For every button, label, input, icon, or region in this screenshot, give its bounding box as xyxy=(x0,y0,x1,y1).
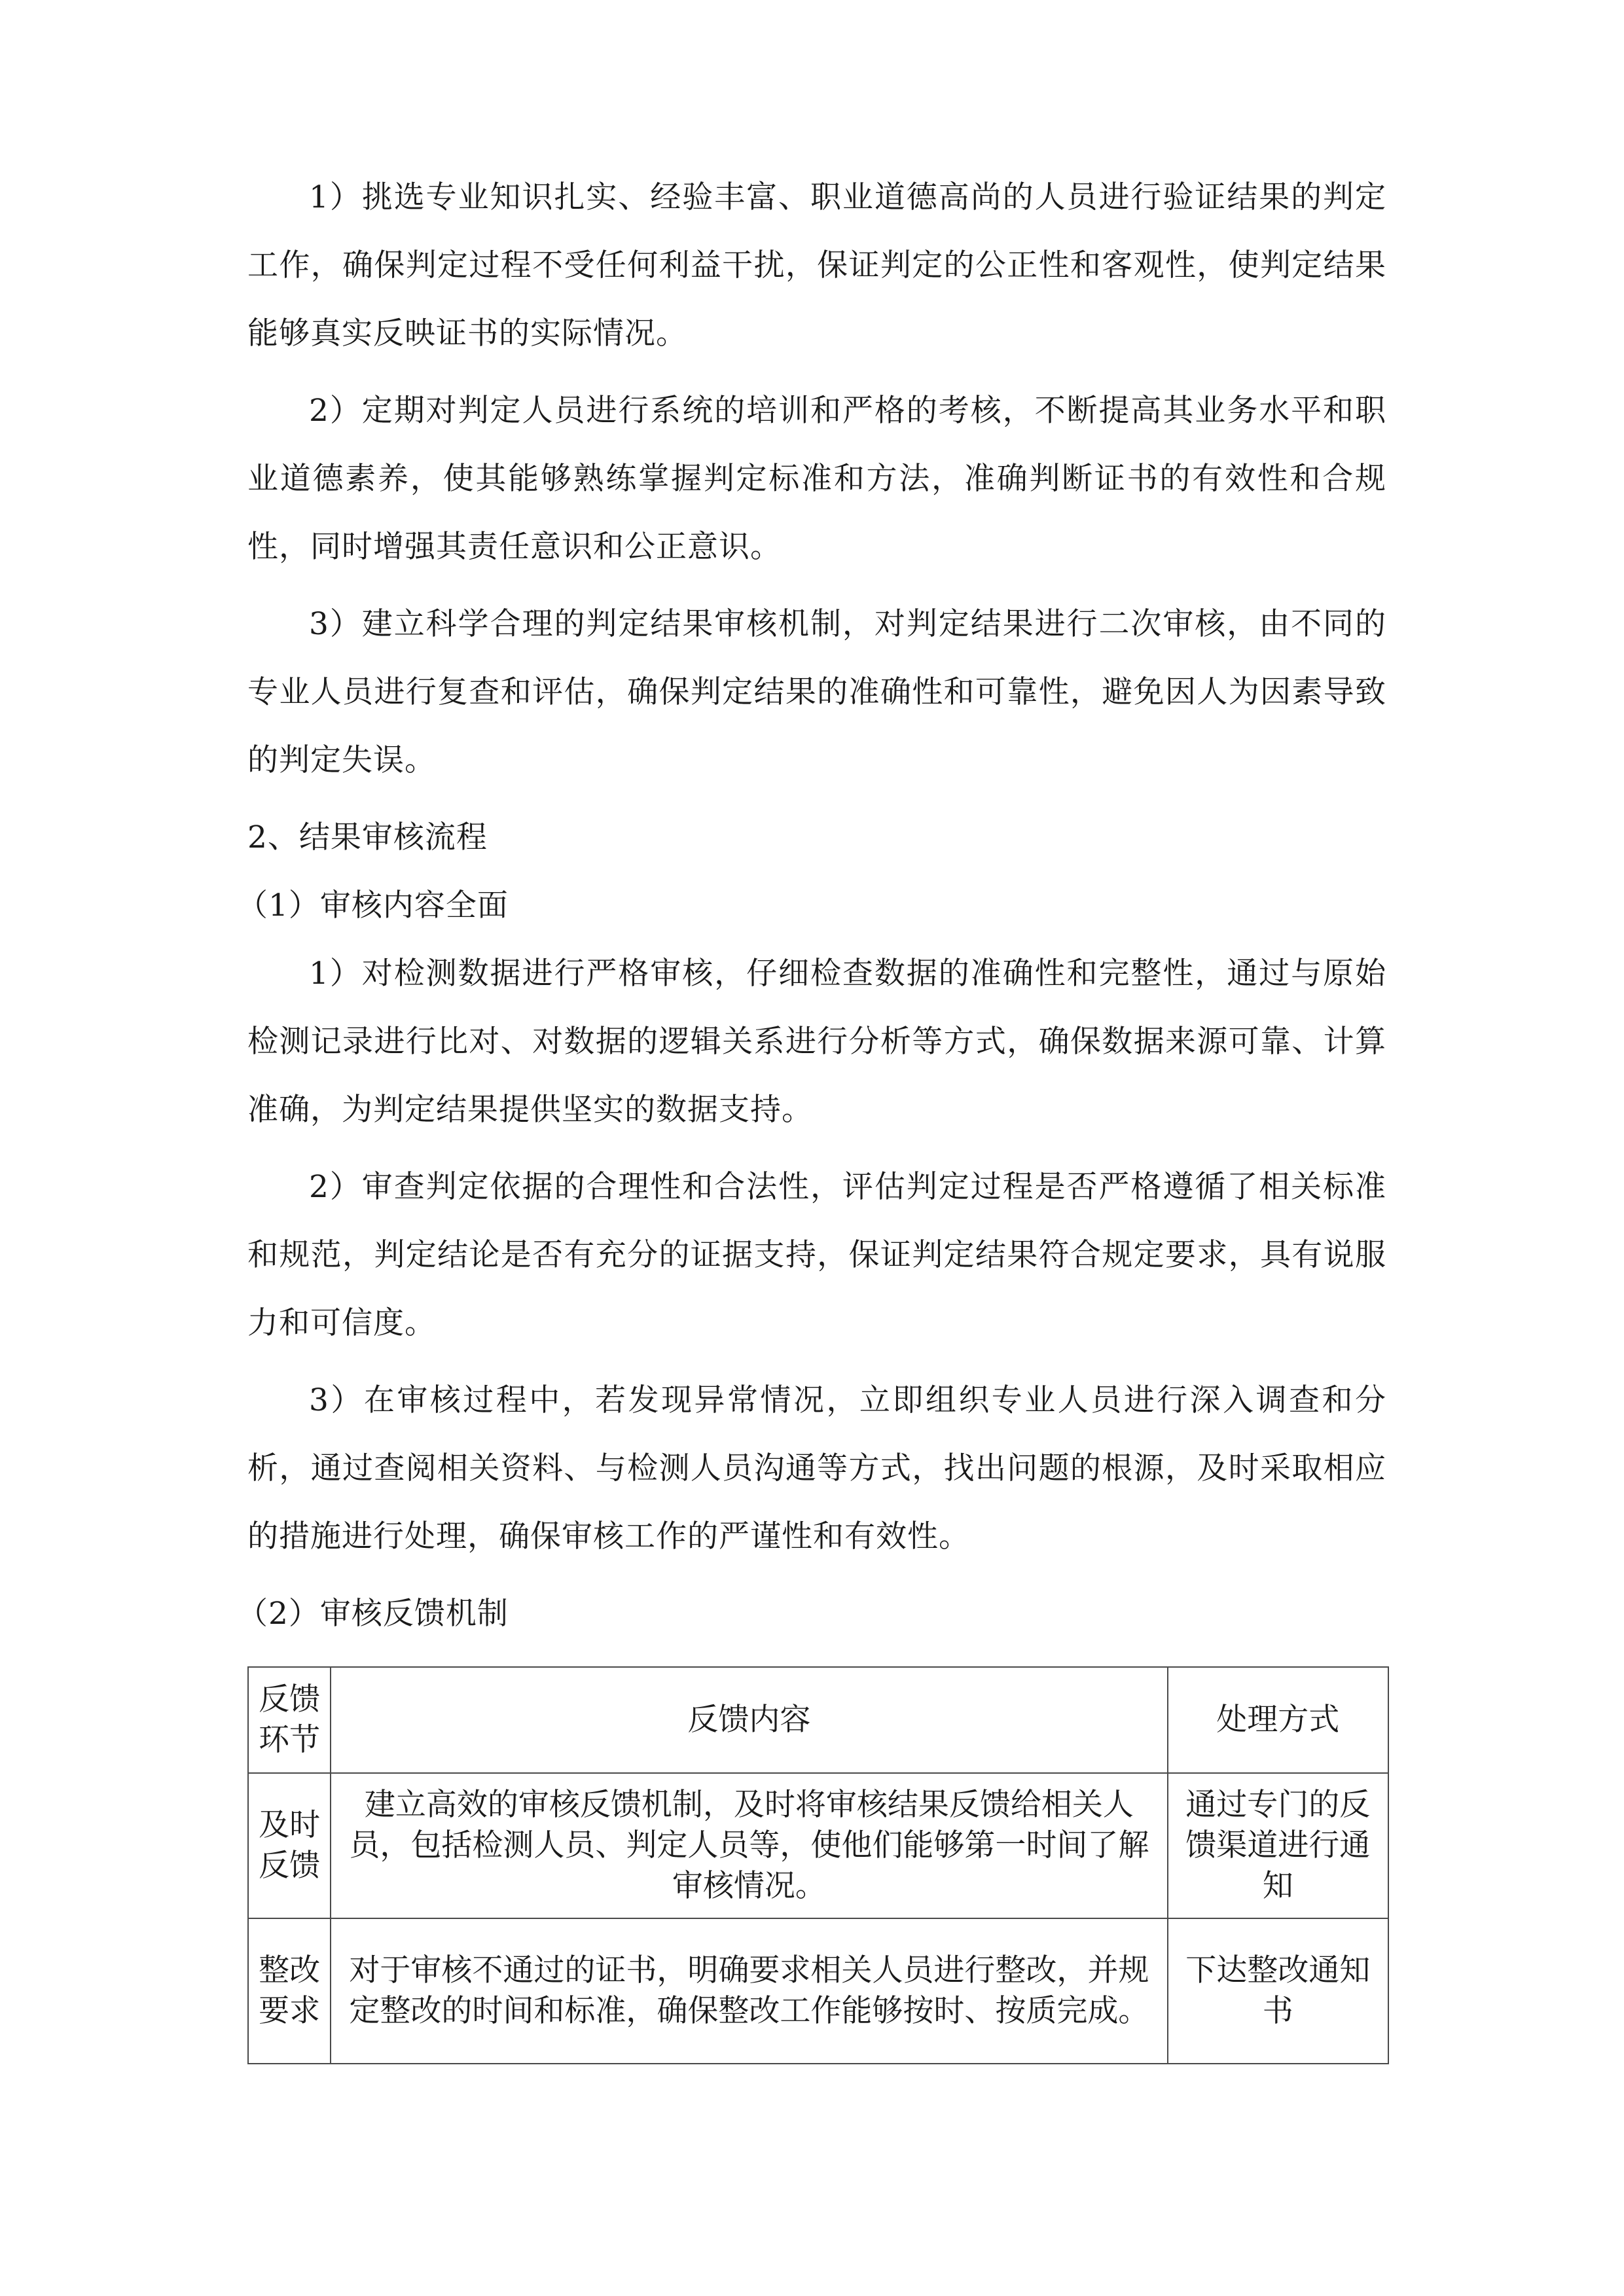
paragraph-data-audit: 1）对检测数据进行严格审核，仔细检查数据的准确性和完整性，通过与原始检测记录进行比对、对数据的逻辑关系进行分析等方式，确保数据来源可靠、计算准确，为判定结果提供坚实的数据支持。 xyxy=(247,956,1386,1128)
cell-content: 对于审核不通过的证书，明确要求相关人员进行整改，并规定整改的时间和标准，确保整改工作能够按时、按质完成。 xyxy=(331,1918,1167,2064)
paragraph-training: 2）定期对判定人员进行系统的培训和严格的考核，不断提高其业务水平和职业道德素养，使其能够熟练掌握判定标准和方法，准确判断证书的有效性和合规性，同时增强其责任意识和公正意识。 xyxy=(247,393,1386,565)
paragraph-review-mechanism: 3）建立科学合理的判定结果审核机制，对判定结果进行二次审核，由不同的专业人员进行复查和评估，确保判定结果的准确性和可靠性，避免因人为因素导致的判定失误。 xyxy=(247,606,1386,778)
feedback-table xyxy=(247,1666,1389,2064)
subsection-heading-feedback: （2）审核反馈机制 xyxy=(237,1596,509,1632)
cell-content: 建立高效的审核反馈机制，及时将审核结果反馈给相关人员，包括检测人员、判定人员等，使他们能够第一时间了解审核情况。 xyxy=(331,1773,1167,1918)
paragraph-anomaly-handling: 3）在审核过程中，若发现异常情况，立即组织专业人员进行深入调查和分析，通过查阅相关资料、与检测人员沟通等方式，找出问题的根源，及时采取相应的措施进行处理，确保审核工作的严谨性和有效性。 xyxy=(247,1382,1386,1554)
header-method: 处理方式 xyxy=(1168,1667,1388,1773)
cell-stage: 整改要求 xyxy=(248,1918,331,2064)
cell-method: 下达整改通知书 xyxy=(1168,1918,1388,2064)
header-stage: 反馈环节 xyxy=(248,1667,331,1773)
subsection-heading-content: （1）审核内容全面 xyxy=(237,888,509,924)
document-page xyxy=(237,164,1386,2064)
header-content: 反馈内容 xyxy=(331,1667,1167,1773)
paragraph-selection: 1）挑选专业知识扎实、经验丰富、职业道德高尚的人员进行验证结果的判定工作，确保判定过程不受任何利益干扰，保证判定的公正性和客观性，使判定结果能够真实反映证书的实际情况。 xyxy=(247,179,1386,351)
section-heading: 2、结果审核流程 xyxy=(247,819,488,855)
table-row xyxy=(248,1773,1388,1918)
cell-method: 通过专门的反馈渠道进行通知 xyxy=(1168,1773,1388,1918)
cell-stage: 及时反馈 xyxy=(248,1773,331,1918)
paragraph-basis-review: 2）审查判定依据的合理性和合法性，评估判定过程是否严格遵循了相关标准和规范，判定结论是否有充分的证据支持，保证判定结果符合规定要求，具有说服力和可信度。 xyxy=(247,1169,1386,1341)
table-header-row xyxy=(248,1667,1388,1773)
table-row xyxy=(248,1918,1388,2064)
